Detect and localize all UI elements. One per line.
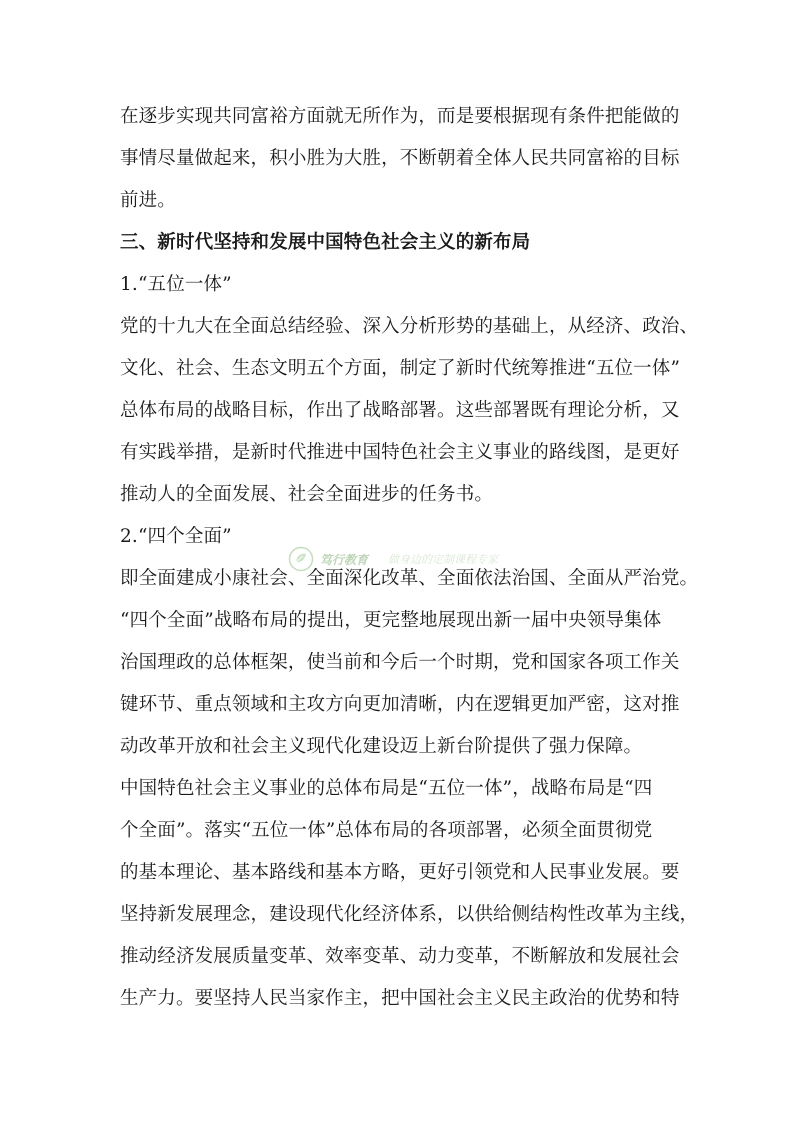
paragraph-line: 党的十九大在全面总结经验、深入分析形势的基础上，从经济、政治、 [120,316,699,337]
paragraph-line: 中国特色社会主义事业的总体布局是“五位一体”，战略布局是“四 [120,778,653,799]
paragraph-line: 总体布局的战略目标，作出了战略部署。这些部署既有理论分析，又 [120,400,680,421]
paragraph-line: “四个全面”战略布局的提出，更完整地展现出新一届中央领导集体 [120,610,662,631]
paragraph-line: 动改革开放和社会主义现代化建设迈上新台阶提供了强力保障。 [120,736,643,757]
paragraph-line: 键环节、重点领域和主攻方向更加清晰，内在逻辑更加严密，这对推 [120,694,680,715]
paragraph-line: 推动人的全面发展、社会全面进步的任务书。 [120,484,494,505]
section-heading: 三、新时代坚持和发展中国特色社会主义的新布局 [120,232,531,253]
subsection-heading: 2.“四个全面” [120,526,232,547]
paragraph-line: 推动经济发展质量变革、效率变革、动力变革，不断解放和发展社会 [120,946,680,967]
paragraph-line: 前进。 [120,190,176,211]
watermark-brand: 笃行教育 [320,552,369,567]
paragraph-line: 生产力。要坚持人民当家作主，把中国社会主义民主政治的优势和特 [120,988,680,1009]
paragraph-line: 文化、社会、生态文明五个方面，制定了新时代统筹推进“五位一体” [120,358,681,379]
paragraph-line: 个全面”。落实“五位一体”总体布局的各项部署，必须全面贯彻党 [120,820,653,841]
paragraph-line: 治国理政的总体框架，使当前和今后一个时期，党和国家各项工作关 [120,652,680,673]
paragraph-line: 坚持新发展理念，建设现代化经济体系，以供给侧结构性改革为主线， [120,904,699,925]
subsection-heading: 1.“五位一体” [120,274,232,295]
paragraph-line: 的基本理论、基本路线和基本方略，更好引领党和人民事业发展。要 [120,862,680,883]
paragraph-line: 即全面建成小康社会、全面深化改革、全面依法治国、全面从严治党。 [120,568,699,589]
paragraph-line: 有实践举措，是新时代推进中国特色社会主义事业的路线图，是更好 [120,442,680,463]
paragraph-line: 在逐步实现共同富裕方面就无所作为，而是要根据现有条件把能做的 [120,106,680,127]
paragraph-line: 事情尽量做起来，积小胜为大胜，不断朝着全体人民共同富裕的目标 [120,148,680,169]
watermark-slogan: 做身边的定制课程专家 [388,553,499,566]
